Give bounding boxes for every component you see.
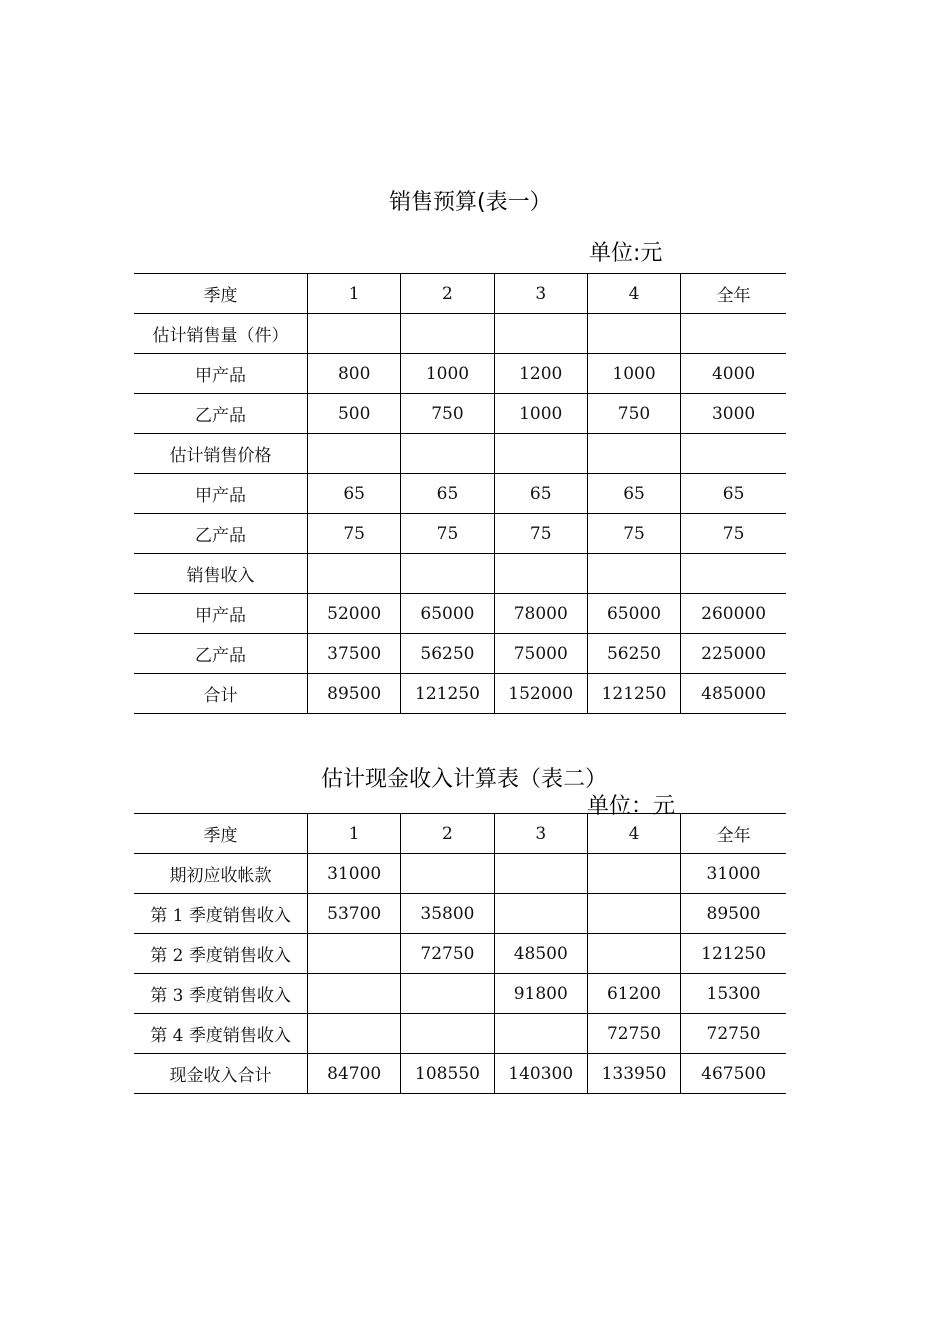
table-cell: 91800 — [494, 974, 587, 1014]
column-header: 2 — [401, 814, 494, 854]
row-label: 估计销售量（件） — [134, 314, 308, 354]
table-cell: 121250 — [401, 674, 494, 714]
cash-receipts-title: 估计现金收入计算表（表二） — [321, 767, 608, 792]
column-header: 1 — [308, 814, 401, 854]
column-header: 4 — [587, 274, 680, 314]
column-header: 2 — [401, 274, 494, 314]
table-cell: 133950 — [587, 1054, 680, 1094]
table-cell: 1200 — [494, 354, 587, 394]
row-label: 期初应收帐款 — [134, 854, 308, 894]
table-row — [134, 554, 786, 594]
table-cell — [308, 1014, 401, 1054]
table-row — [134, 594, 786, 634]
column-header: 全年 — [681, 274, 786, 314]
sales-budget-table — [134, 273, 786, 714]
table-cell: 72750 — [587, 1014, 680, 1054]
table-cell — [308, 434, 401, 474]
table-cell: 260000 — [681, 594, 786, 634]
table-cell: 56250 — [401, 634, 494, 674]
row-label: 第 2 季度销售收入 — [134, 934, 308, 974]
table-cell: 4000 — [681, 354, 786, 394]
table-cell: 65 — [308, 474, 401, 514]
table-cell — [587, 934, 680, 974]
table-row — [134, 314, 786, 354]
table-cell: 53700 — [308, 894, 401, 934]
table-cell: 75000 — [494, 634, 587, 674]
table-cell — [494, 854, 587, 894]
table-cell: 65 — [681, 474, 786, 514]
table-cell — [401, 854, 494, 894]
table-row — [134, 934, 786, 974]
sales-budget-unit: 单位:元 — [589, 241, 663, 266]
table-cell — [401, 434, 494, 474]
row-label: 现金收入合计 — [134, 1054, 308, 1094]
table-cell: 75 — [401, 514, 494, 554]
table-cell: 108550 — [401, 1054, 494, 1094]
row-label: 估计销售价格 — [134, 434, 308, 474]
column-header: 季度 — [134, 274, 308, 314]
table-cell — [308, 974, 401, 1014]
table-cell: 1000 — [587, 354, 680, 394]
table-cell — [587, 894, 680, 934]
table-cell: 61200 — [587, 974, 680, 1014]
table-cell: 75 — [494, 514, 587, 554]
table-row — [134, 974, 786, 1014]
table-cell: 467500 — [681, 1054, 786, 1094]
row-label: 第 1 季度销售收入 — [134, 894, 308, 934]
table-cell: 500 — [308, 394, 401, 434]
table-cell: 75 — [308, 514, 401, 554]
table-cell — [401, 314, 494, 354]
table-cell: 72750 — [401, 934, 494, 974]
cash-receipts-unit: 单位：元 — [587, 794, 676, 819]
table-cell — [401, 554, 494, 594]
table-cell: 78000 — [494, 594, 587, 634]
table-cell: 31000 — [681, 854, 786, 894]
column-header: 4 — [587, 814, 680, 854]
table-cell — [587, 434, 680, 474]
table-row — [134, 854, 786, 894]
table-cell: 140300 — [494, 1054, 587, 1094]
column-header: 全年 — [681, 814, 786, 854]
table-cell — [587, 854, 680, 894]
table-cell: 121250 — [587, 674, 680, 714]
table-cell: 65 — [494, 474, 587, 514]
table-row — [134, 1054, 786, 1094]
table-cell — [587, 314, 680, 354]
table-cell: 1000 — [401, 354, 494, 394]
table-cell — [494, 1014, 587, 1054]
table-cell — [401, 1014, 494, 1054]
row-label: 乙产品 — [134, 514, 308, 554]
table-cell — [681, 314, 786, 354]
table-cell — [308, 934, 401, 974]
table-cell — [308, 314, 401, 354]
table-row — [134, 354, 786, 394]
row-label: 乙产品 — [134, 394, 308, 434]
row-label: 甲产品 — [134, 354, 308, 394]
table-cell: 35800 — [401, 894, 494, 934]
table-cell — [494, 554, 587, 594]
table-cell: 75 — [681, 514, 786, 554]
table-row — [134, 634, 786, 674]
row-label: 销售收入 — [134, 554, 308, 594]
table-cell: 65 — [401, 474, 494, 514]
table-cell — [681, 434, 786, 474]
table-cell: 800 — [308, 354, 401, 394]
row-label: 合计 — [134, 674, 308, 714]
table-cell — [494, 434, 587, 474]
table-row — [134, 514, 786, 554]
table-cell: 750 — [587, 394, 680, 434]
table-cell — [494, 894, 587, 934]
table-cell — [401, 974, 494, 1014]
table-cell: 75 — [587, 514, 680, 554]
table-row — [134, 394, 786, 434]
sales-budget-title: 销售预算(表一） — [389, 190, 552, 215]
table-cell: 65000 — [587, 594, 680, 634]
table-cell: 72750 — [681, 1014, 786, 1054]
table-row — [134, 894, 786, 934]
row-label: 第 3 季度销售收入 — [134, 974, 308, 1014]
column-header: 3 — [494, 814, 587, 854]
table-row — [134, 674, 786, 714]
table-cell: 89500 — [681, 894, 786, 934]
table-cell — [494, 314, 587, 354]
column-header: 1 — [308, 274, 401, 314]
row-label: 甲产品 — [134, 474, 308, 514]
table-cell: 225000 — [681, 634, 786, 674]
row-label: 甲产品 — [134, 594, 308, 634]
header-row — [134, 274, 786, 314]
table-cell: 65000 — [401, 594, 494, 634]
table-cell: 52000 — [308, 594, 401, 634]
table-cell: 3000 — [681, 394, 786, 434]
table-cell: 121250 — [681, 934, 786, 974]
table-cell: 48500 — [494, 934, 587, 974]
table-cell — [587, 554, 680, 594]
table-cell: 485000 — [681, 674, 786, 714]
column-header: 3 — [494, 274, 587, 314]
table-cell: 37500 — [308, 634, 401, 674]
table-cell — [308, 554, 401, 594]
column-header: 季度 — [134, 814, 308, 854]
table-row — [134, 1014, 786, 1054]
cash-receipts-table — [134, 813, 786, 1094]
row-label: 乙产品 — [134, 634, 308, 674]
row-label: 第 4 季度销售收入 — [134, 1014, 308, 1054]
header-row — [134, 814, 786, 854]
table-cell: 65 — [587, 474, 680, 514]
table-cell: 56250 — [587, 634, 680, 674]
table-cell: 152000 — [494, 674, 587, 714]
table-row — [134, 474, 786, 514]
table-row — [134, 434, 786, 474]
table-cell: 89500 — [308, 674, 401, 714]
table-cell: 31000 — [308, 854, 401, 894]
table-cell: 84700 — [308, 1054, 401, 1094]
table-cell: 1000 — [494, 394, 587, 434]
table-cell: 15300 — [681, 974, 786, 1014]
table-cell — [681, 554, 786, 594]
table-cell: 750 — [401, 394, 494, 434]
